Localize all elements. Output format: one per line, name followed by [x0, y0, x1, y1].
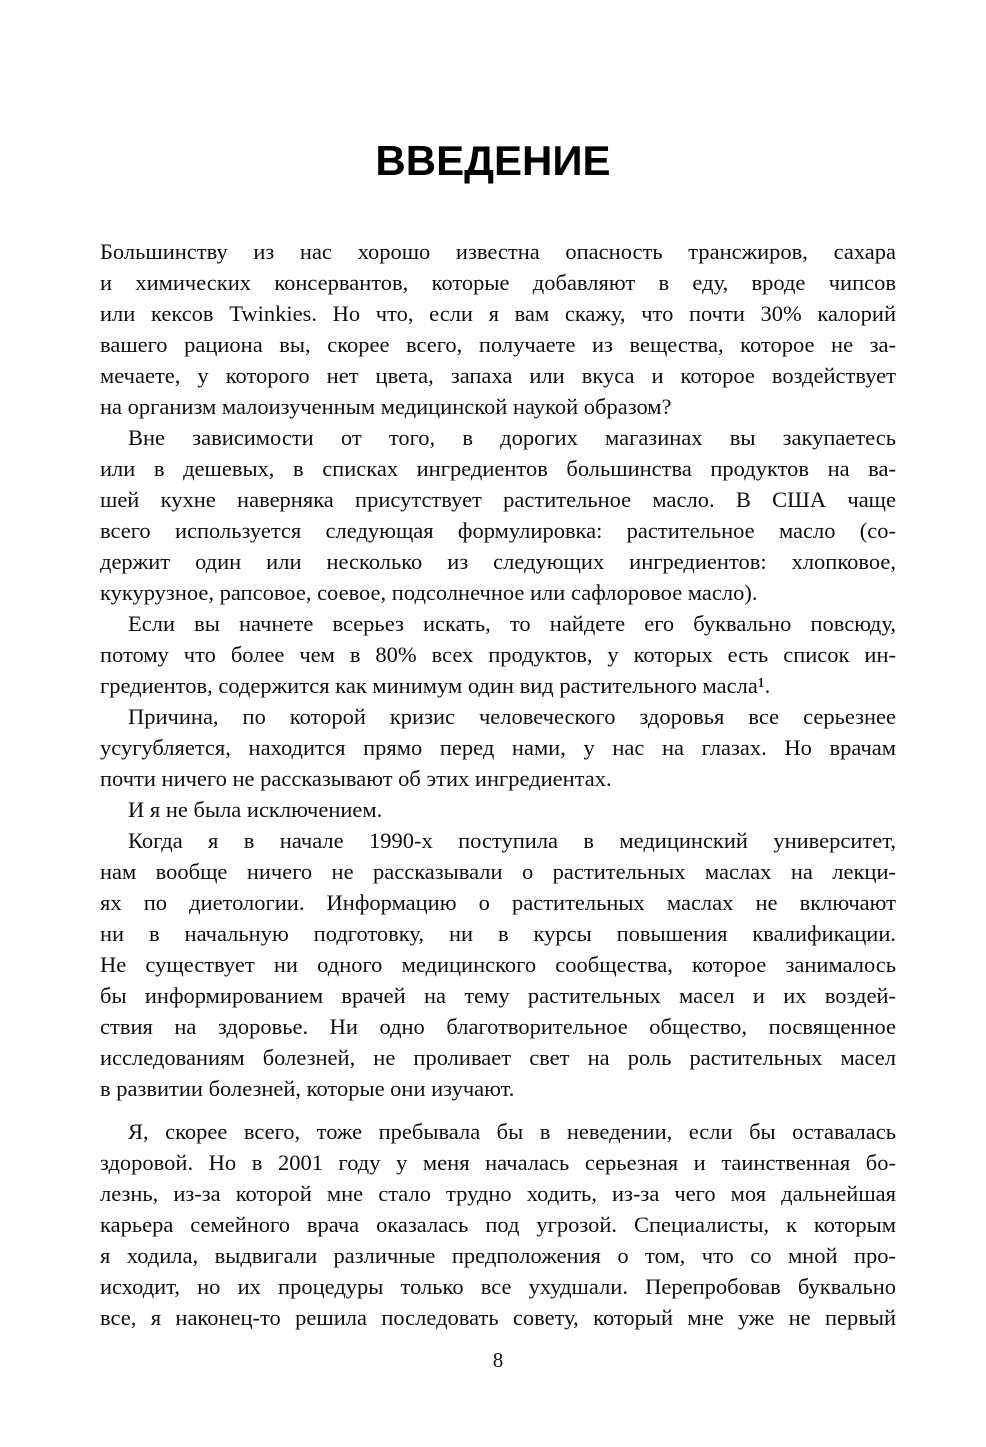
paragraph [100, 608, 896, 701]
text-line: держит один или несколько из следующих ингредиентов: хлопковое, [100, 549, 896, 574]
text-line: карьера семейного врача оказалась под угрозой. Специалисты, к которым [100, 1212, 896, 1237]
text-line: или кексов Twinkies. Но что, если я вам скажу, что почти 30% калорий [100, 301, 896, 326]
text-line: в развитии болезней, которые они изучают. [100, 1076, 515, 1101]
text-line: ствия на здоровье. Ни одно благотворительное общество, посвященное [100, 1014, 896, 1039]
text-line: вашего рациона вы, скорее всего, получаете из вещества, которое не за- [100, 332, 896, 357]
text-line: нам вообще ничего не рассказывали о растительных маслах на лекци- [100, 859, 896, 884]
text-line: и химических консервантов, которые добавляют в еду, вроде чипсов [100, 270, 896, 295]
text-line: Когда я в начале 1990-х поступила в медицинский университет, [128, 828, 896, 853]
text-line: Я, скорее всего, тоже пребывала бы в неведении, если бы оставалась [128, 1119, 896, 1144]
text-line: исходит, но их процедуры только все ухудшали. Перепробовав буквально [100, 1274, 896, 1299]
text-line: на организм малоизученным медицинской наукой образом? [100, 394, 672, 419]
text-line: ни в начальную подготовку, ни в курсы повышения квалификации. [100, 921, 896, 946]
text-line: Причина, по которой кризис человеческого здоровья все серьезнее [128, 704, 896, 729]
text-line: усугубляется, находится прямо перед нами, у нас на глазах. Но врачам [100, 735, 896, 760]
text-line: здоровой. Но в 2001 году у меня началась серьезная и таинственная бо- [100, 1150, 896, 1175]
body-text [100, 236, 896, 1333]
page-number: 8 [492, 1348, 504, 1372]
paragraph [100, 422, 896, 608]
text-line: мечаете, у которого нет цвета, запаха или вкуса и которое воздействует [100, 363, 896, 388]
paragraph [100, 701, 896, 794]
text-line: или в дешевых, в списках ингредиентов большинства продуктов на ва- [100, 456, 896, 481]
text-line: шей кухне наверняка присутствует растительное масло. В США чаще [100, 487, 896, 512]
text-line: я ходила, выдвигали различные предположения о том, что со мной про- [100, 1243, 896, 1268]
text-line: И я не была исключением. [128, 797, 383, 822]
paragraph [100, 236, 896, 422]
text-line: потому что более чем в 80% всех продуктов, у которых есть список ин- [100, 642, 896, 667]
text-line: гредиентов, содержится как минимум один вид растительного масла¹. [100, 673, 771, 698]
text-line: бы информированием врачей на тему растительных масел и их воздей- [100, 983, 896, 1008]
chapter-title: ВВЕДЕНИЕ [375, 137, 611, 184]
text-line: Большинству из нас хорошо известна опасность трансжиров, сахара [100, 239, 896, 264]
text-line: Не существует ни одного медицинского сообщества, которое занималось [100, 952, 896, 977]
text-line: лезнь, из-за которой мне стало трудно ходить, из-за чего моя дальнейшая [100, 1181, 896, 1206]
paragraph [100, 825, 896, 1104]
text-line: исследованиям болезней, не проливает свет на роль растительных масел [100, 1045, 896, 1070]
text-line: Вне зависимости от того, в дорогих магазинах вы закупаетесь [128, 425, 896, 450]
text-line: всего используется следующая формулировка: растительное масло (со- [100, 518, 896, 543]
text-line: все, я наконец-то решила последовать совету, который мне уже не первый [100, 1305, 896, 1330]
paragraph [100, 794, 896, 825]
paragraph [100, 1116, 896, 1333]
text-line: почти ничего не рассказывают об этих ингредиентах. [100, 766, 612, 791]
text-line: кукурузное, рапсовое, соевое, подсолнечное или сафлоровое масло). [100, 580, 758, 605]
text-line: Если вы начнете всерьез искать, то найдете его буквально повсюду, [128, 611, 896, 636]
text-line: ях по диетологии. Информацию о растительных маслах не включают [100, 890, 896, 915]
